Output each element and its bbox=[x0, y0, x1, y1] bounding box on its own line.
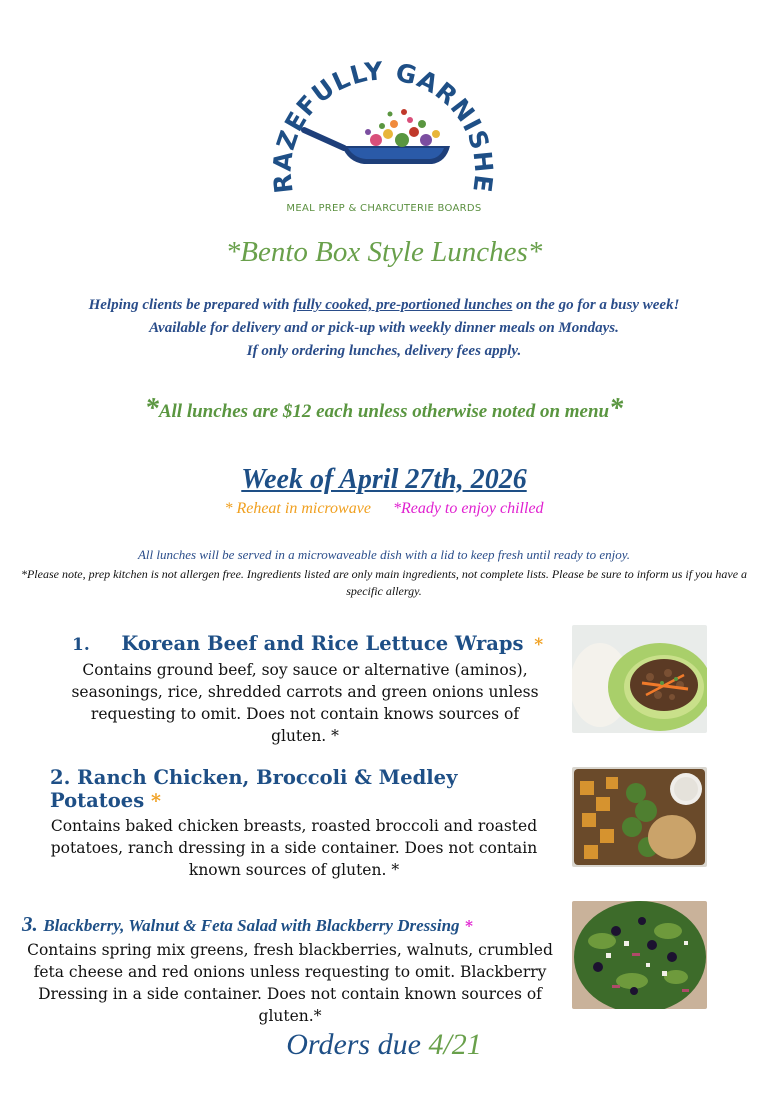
intro-line-3: If only ordering lunches, delivery fees apply. bbox=[246, 343, 522, 359]
logo-graphic bbox=[264, 30, 504, 202]
legend-reheat: * Reheat in microwave bbox=[224, 500, 371, 517]
menu-item-2-star: * bbox=[150, 790, 161, 812]
menu-item-1 bbox=[60, 632, 550, 747]
logo-tagline: MEAL PREP & CHARCUTERIE BOARDS bbox=[286, 203, 482, 214]
price-note-text: All lunches are $12 each unless otherwise noted on menu bbox=[158, 401, 610, 422]
week-heading: Week of April 27th, 2026 bbox=[241, 464, 527, 495]
menu-item-3-photo bbox=[572, 901, 707, 1009]
menu-item-1-description: Contains ground beef, soy sauce or alternative (aminos), seasonings, rice, shredded carrots and green onions unless requesting to omit. Does not contain knows sources of gluten. * bbox=[71, 661, 539, 745]
menu-item-3-title bbox=[20, 912, 560, 937]
orders-due bbox=[0, 1028, 768, 1062]
vegetables-icon bbox=[365, 109, 440, 147]
legend-chilled: *Ready to enjoy chilled bbox=[392, 500, 544, 517]
menu-item-1-name: Korean Beef and Rice Lettuce Wraps bbox=[121, 632, 524, 655]
menu-item-2-number: 2. bbox=[50, 766, 71, 789]
logo-brand-textpath: RAZEFULLY GARNISHE bbox=[267, 56, 499, 195]
menu-item-3-number: 3. bbox=[22, 912, 38, 936]
price-star-left: * bbox=[144, 393, 159, 424]
orders-due-date: 4/21 bbox=[428, 1028, 482, 1061]
logo bbox=[264, 30, 504, 202]
menu-item-3-name: Blackberry, Walnut & Feta Salad with Blackberry Dressing bbox=[43, 916, 460, 935]
menu-item-1-title bbox=[60, 632, 550, 655]
menu-item-1-star: * bbox=[534, 635, 544, 655]
intro-text bbox=[0, 294, 768, 363]
menu-item-2-name: Ranch Chicken, Broccoli & Medley Potatoes bbox=[50, 766, 458, 812]
logo-brand-text bbox=[264, 30, 499, 195]
legend bbox=[0, 500, 768, 518]
price-star-right: * bbox=[609, 393, 624, 424]
menu-item-3-star: * bbox=[465, 917, 473, 935]
menu-item-2-title bbox=[44, 766, 544, 812]
intro-underlined-phrase: fully cooked, pre-portioned lunches bbox=[293, 297, 513, 313]
menu-item-2 bbox=[44, 766, 544, 881]
page-title: *Bento Box Style Lunches* bbox=[225, 236, 543, 268]
price-note bbox=[0, 393, 768, 425]
menu-item-1-photo bbox=[572, 625, 707, 733]
serving-note: All lunches will be served in a microwaveable dish with a lid to keep fresh until ready to enjoy. bbox=[137, 547, 631, 562]
menu-item-3 bbox=[20, 912, 560, 1027]
menu-item-2-photo bbox=[572, 767, 707, 867]
menu-item-3-description: Contains spring mix greens, fresh blackberries, walnuts, crumbled feta cheese and red onions unless requesting to omit. Blackberry Dressing in a side container. Does not contain known sources of gluten.* bbox=[27, 941, 553, 1025]
allergen-note: *Please note, prep kitchen is not allergen free. Ingredients listed are only main ingredients, not complete lists. Please be sure to inform us if you have a specific allergy. bbox=[20, 567, 748, 598]
orders-due-label: Orders due bbox=[286, 1028, 429, 1061]
intro-line-1: Helping clients be prepared with fully cooked, pre-portioned lunches on the go for a busy week! bbox=[88, 297, 680, 313]
menu-item-1-number: 1. bbox=[72, 635, 90, 655]
intro-line-2: Available for delivery and or pick-up with weekly dinner meals on Mondays. bbox=[149, 320, 619, 336]
menu-item-2-description: Contains baked chicken breasts, roasted broccoli and roasted potatoes, ranch dressing in a side container. Does not contain known sources of gluten. * bbox=[50, 817, 538, 879]
